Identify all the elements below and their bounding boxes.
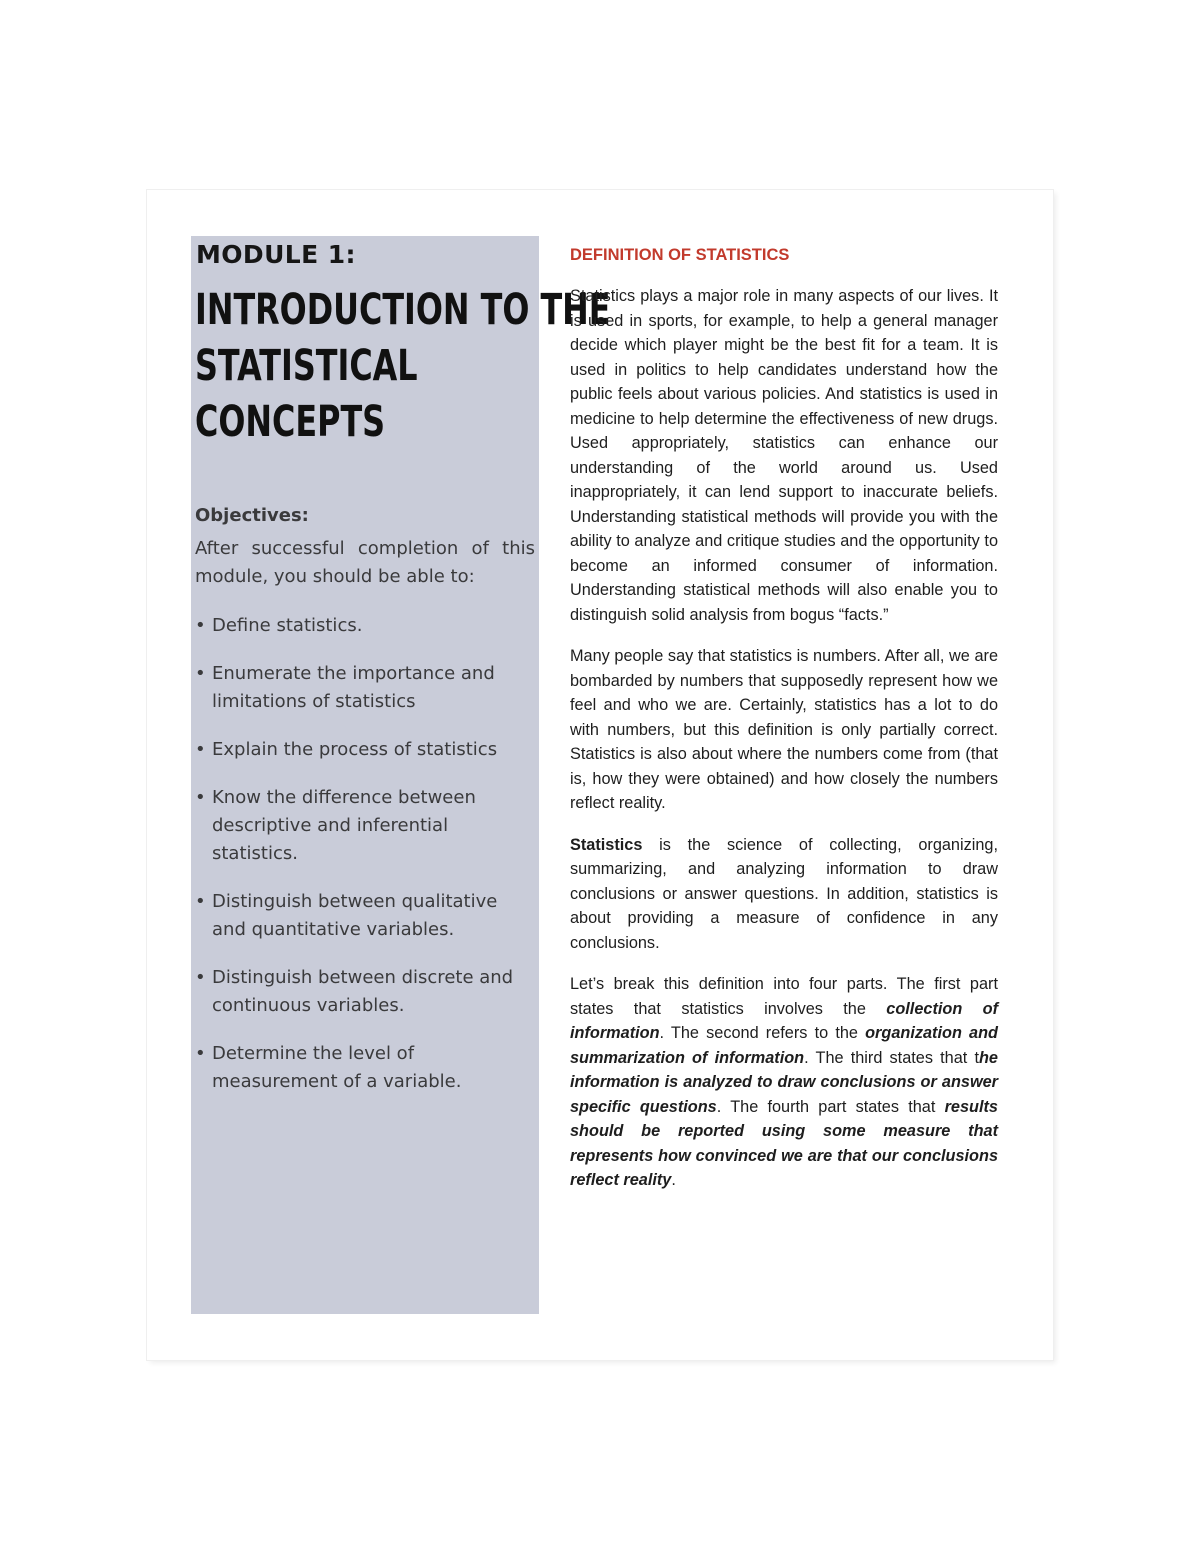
objective-item	[195, 1040, 535, 1096]
objectives-intro: After successful completion of this module, you should be able to:	[195, 538, 535, 587]
paragraph-text: . The third states that t	[804, 1048, 979, 1067]
objective-text: Enumerate the importance and limitations of statistics	[212, 663, 495, 712]
module-title-line: INTRODUCTION TO THE	[195, 285, 611, 335]
objective-item	[195, 784, 535, 868]
paragraph-text: . The fourth part states that	[716, 1097, 945, 1116]
module-title-line: CONCEPTS	[195, 397, 386, 447]
paragraph-text: Let’s break this definition into four parts. The first part states that statistics involves the	[570, 975, 998, 1018]
paragraph-text: .	[671, 1171, 676, 1189]
objective-text: Determine the level of measurement of a variable.	[212, 1043, 462, 1092]
paragraph-statistics-is-numbers: Many people say that statistics is numbers. After all, we are bombarded by numbers that supposedly represent how we feel and who we are. Certainly, statistics has a lot to do with numbers, but this definition is only partially correct. Statistics is also about where the numbers come from (that is, how they were obtained) and how closely the numbers reflect reality.	[570, 647, 998, 812]
module-label: MODULE 1:	[196, 240, 356, 269]
bullet-icon: •	[195, 739, 206, 760]
paragraph-text: . The second refers to the	[659, 1024, 866, 1042]
objective-text: Know the difference between descriptive and inferential statistics.	[212, 787, 476, 864]
objective-text: Distinguish between discrete and continuous variables.	[212, 967, 514, 1016]
bullet-icon: •	[195, 1043, 206, 1064]
objectives-heading: Objectives:	[195, 505, 309, 526]
emphasis-collection: collection of information	[570, 999, 999, 1042]
objective-text: Distinguish between qualitative and quantitative variables.	[212, 891, 498, 940]
objective-item	[195, 964, 535, 1020]
paragraph-definition	[570, 833, 998, 956]
objective-item	[195, 888, 535, 944]
emphasis-analysis: he information is analyzed to draw conclusions or answer specific questions	[570, 1048, 998, 1116]
defined-term: Statistics	[570, 835, 643, 854]
objectives-list	[195, 612, 535, 1116]
objective-item	[195, 660, 535, 716]
emphasis-reporting: results should be reported using some measure that represents how convinced we are that our conclusions reflect reality	[570, 1097, 998, 1189]
objective-text: Define statistics.	[212, 615, 363, 636]
module-title	[195, 282, 611, 450]
definition-text: is the science of collecting, organizing, summarizing, and analyzing information to draw conclusions or answer questions. In addition, statistics is about providing a measure of confidence in any conclusions.	[570, 835, 998, 952]
bullet-icon: •	[195, 663, 206, 684]
objective-text: Explain the process of statistics	[212, 739, 498, 760]
section-heading: DEFINITION OF STATISTICS	[570, 246, 790, 264]
main-content	[570, 244, 998, 1210]
objective-item	[195, 736, 535, 764]
paragraph-role-of-statistics: Statistics plays a major role in many aspects of our lives. It is used in sports, for example, to help a general manager decide which player might be the best fit for a team. It is used in politics to help candidates understand how the public feels about various policies. And statistics is used in medicine to help determine the effectiveness of new drugs. Used appropriately, statistics can enhance our understanding of the world around us. Used inappropriately, it can lend support to inaccurate beliefs. Understanding statistical methods will provide you with the ability to analyze and critique studies and the opportunity to become an informed consumer of information. Understanding statistical methods will also enable you to distinguish solid analysis from bogus “facts.”	[570, 287, 998, 624]
bullet-icon: •	[195, 891, 206, 912]
bullet-icon: •	[195, 615, 206, 636]
bullet-icon: •	[195, 967, 206, 988]
emphasis-organization: organization and summarization of information	[570, 1024, 998, 1067]
module-title-line: STATISTICAL	[195, 341, 418, 391]
objective-item	[195, 612, 535, 640]
paragraph-four-parts	[570, 972, 998, 1193]
bullet-icon: •	[195, 787, 206, 808]
